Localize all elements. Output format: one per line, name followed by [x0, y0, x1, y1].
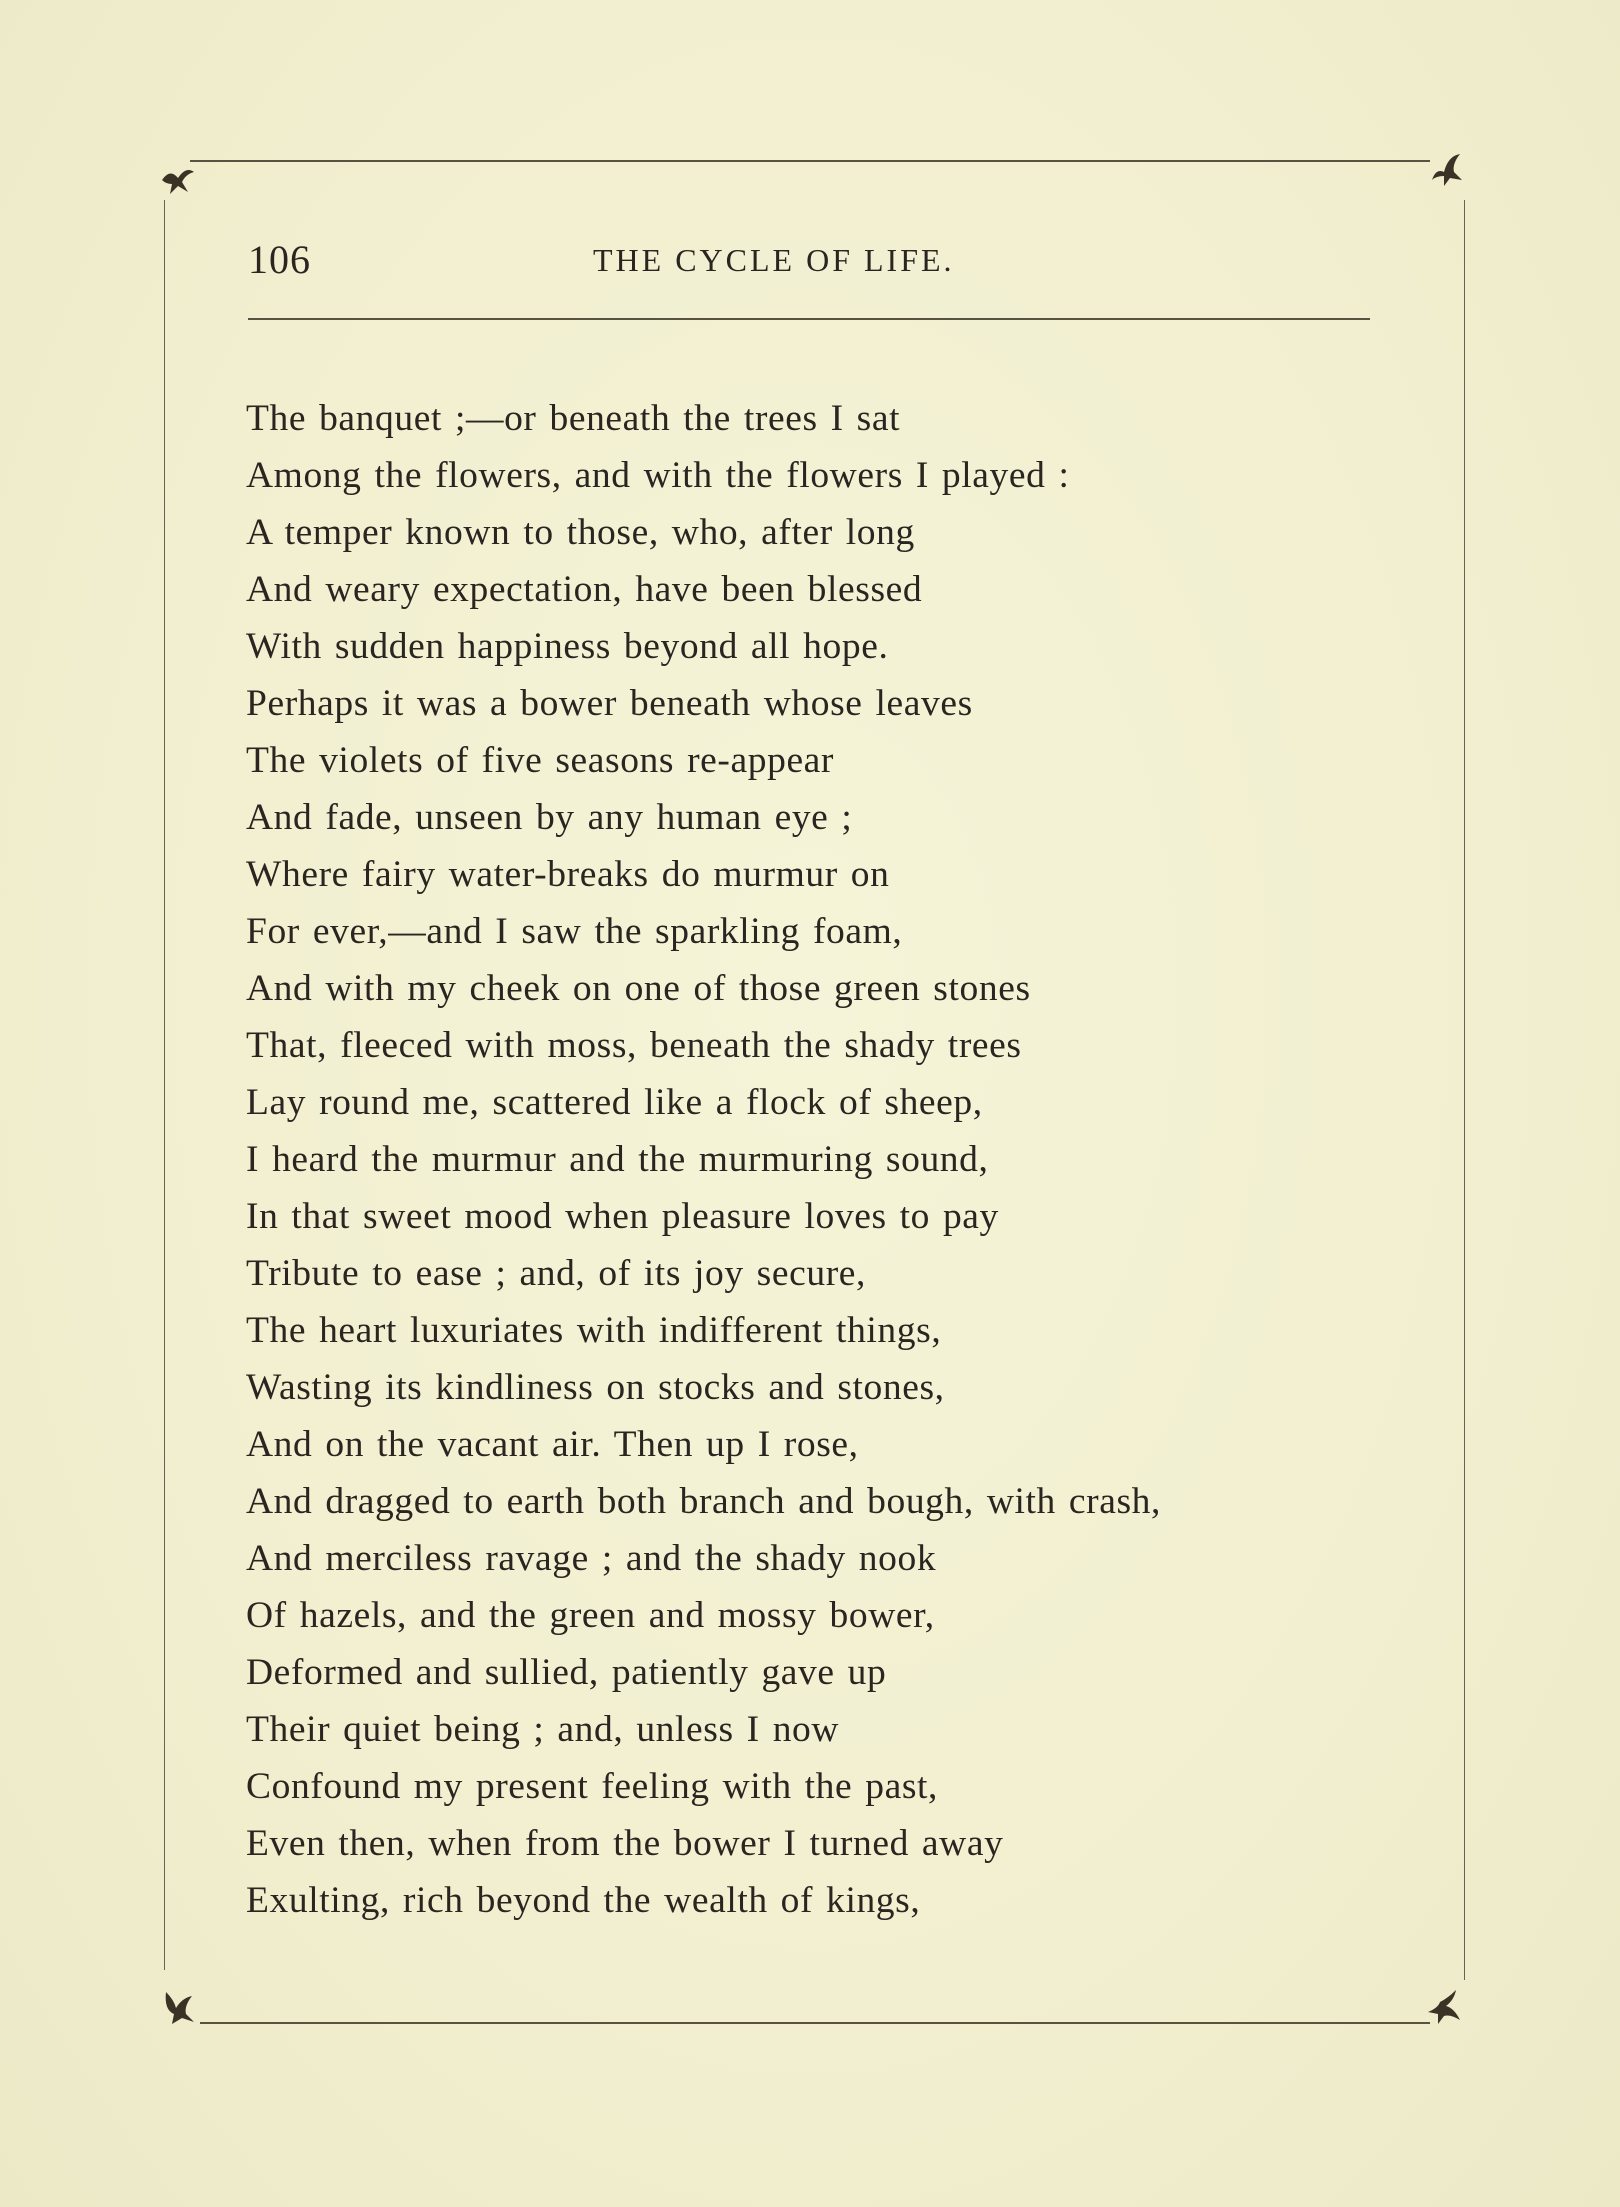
poem-line: Perhaps it was a bower beneath whose leaves: [246, 683, 973, 724]
poem-text: [246, 390, 1406, 1929]
page-number: 106: [248, 237, 311, 282]
running-head: [248, 236, 1378, 286]
poem-line: Confound my present feeling with the past,: [246, 1766, 939, 1807]
poem-line: For ever,—and I saw the sparkling foam,: [246, 911, 903, 952]
frame-left-rule: [164, 200, 165, 1970]
frame-bottom-rule: [200, 2022, 1430, 2024]
frame-top-rule: [190, 160, 1430, 162]
poem-line: Even then, when from the bower I turned away: [246, 1823, 1004, 1864]
poem-line: And with my cheek on one of those green stones: [246, 968, 1031, 1009]
poem-line: The heart luxuriates with indifferent things,: [246, 1310, 942, 1351]
frame-right-rule: [1464, 200, 1465, 1980]
swallow-ornament-icon: [1426, 150, 1466, 190]
poem-line: Lay round me, scattered like a flock of sheep,: [246, 1082, 983, 1123]
swallow-ornament-icon: [158, 158, 198, 198]
header-rule: [248, 318, 1370, 320]
poem-line: With sudden happiness beyond all hope.: [246, 626, 889, 667]
poem-line: A temper known to those, who, after long: [246, 512, 915, 553]
poem-line: I heard the murmur and the murmuring sound,: [246, 1139, 989, 1180]
poem-line: Their quiet being ; and, unless I now: [246, 1709, 840, 1750]
poem-line: In that sweet mood when pleasure loves to pay: [246, 1196, 999, 1237]
poem-line: Where fairy water-breaks do murmur on: [246, 854, 890, 895]
poem-line: Tribute to ease ; and, of its joy secure,: [246, 1253, 867, 1294]
poem-line: Exulting, rich beyond the wealth of kings,: [246, 1880, 921, 1921]
poem-line: And dragged to earth both branch and bough, with crash,: [246, 1481, 1161, 1522]
swallow-ornament-icon: [1424, 1986, 1464, 2026]
poem-line: The violets of five seasons re-appear: [246, 740, 835, 781]
poem-line: And on the vacant air. Then up I rose,: [246, 1424, 859, 1465]
poem-line: Wasting its kindliness on stocks and stones,: [246, 1367, 945, 1408]
poem-line: Deformed and sullied, patiently gave up: [246, 1652, 887, 1693]
poem-line: And merciless ravage ; and the shady nook: [246, 1538, 937, 1579]
poem-line: That, fleeced with moss, beneath the shady trees: [246, 1025, 1022, 1066]
poem-line: Of hazels, and the green and mossy bower,: [246, 1595, 935, 1636]
running-title: THE CYCLE OF LIFE.: [593, 242, 955, 278]
poem-line: Among the flowers, and with the flowers I played :: [246, 455, 1070, 496]
poem-line: And fade, unseen by any human eye ;: [246, 797, 853, 838]
poem-line: The banquet ;—or beneath the trees I sat: [246, 398, 901, 439]
poem-line: And weary expectation, have been blessed: [246, 569, 923, 610]
swallow-ornament-icon: [158, 1986, 198, 2026]
